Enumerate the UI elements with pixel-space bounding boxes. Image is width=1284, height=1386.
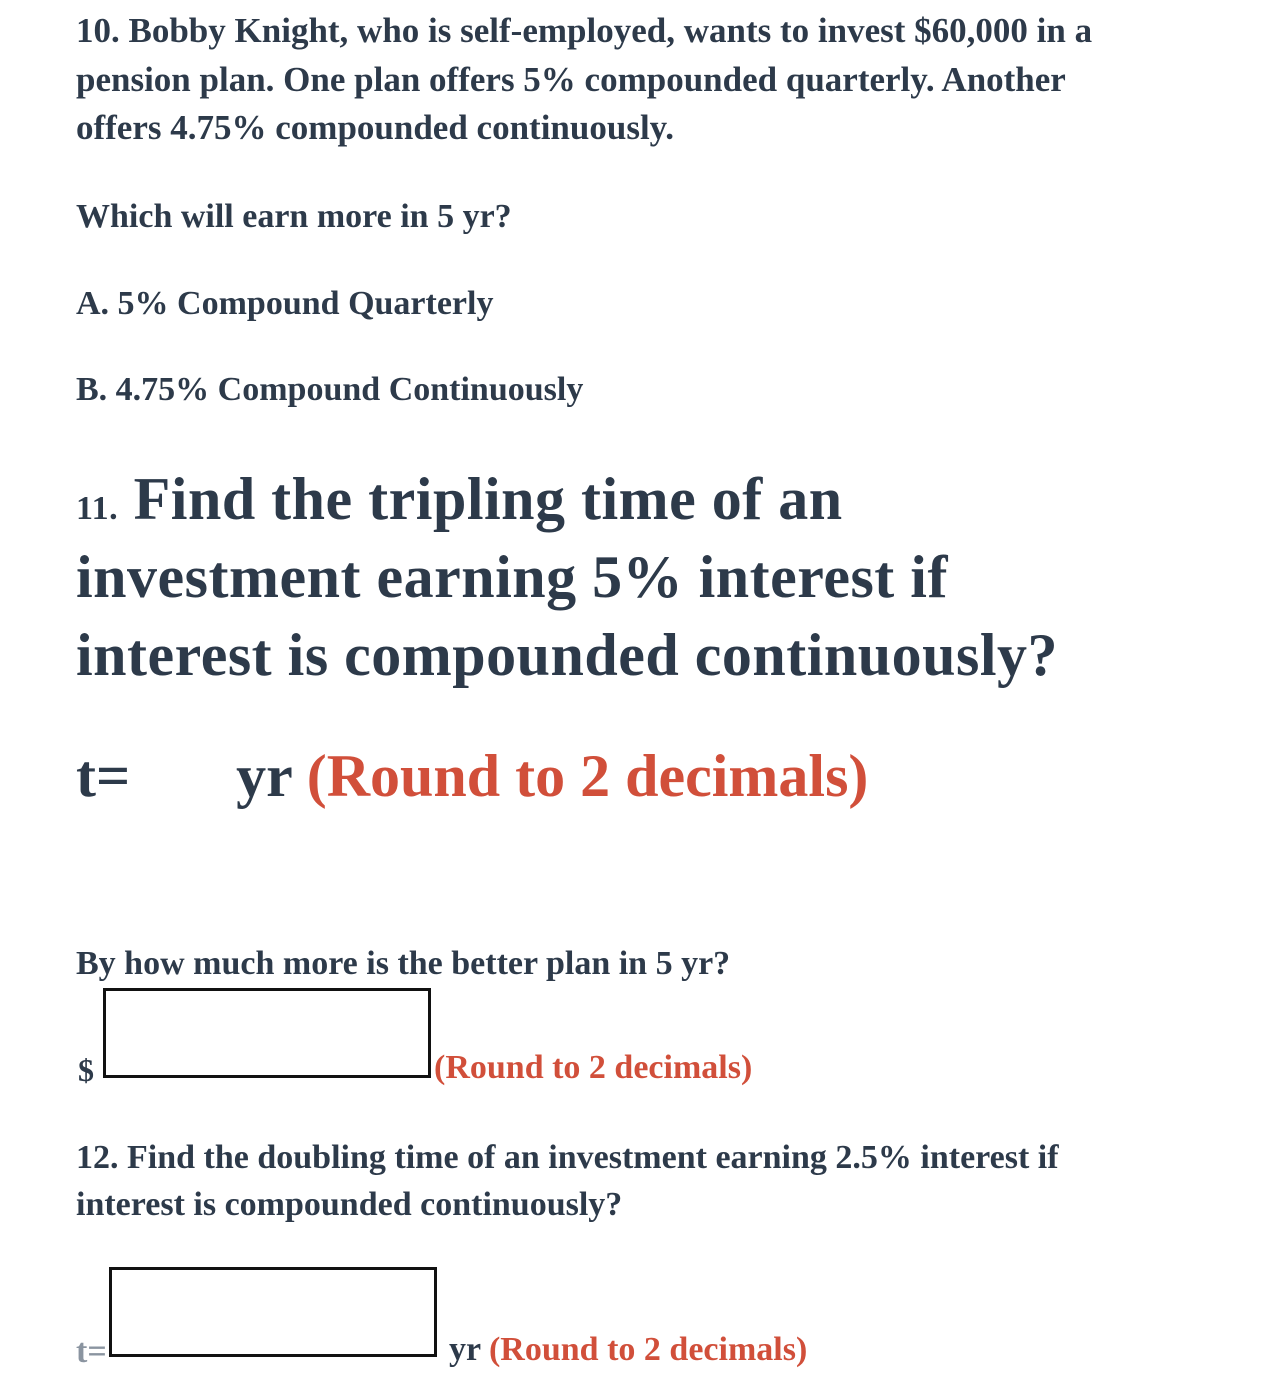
q11-hint: (Round to 2 decimals): [306, 743, 869, 809]
q12-unit: yr: [449, 1331, 481, 1368]
q12-t-label: t=: [76, 1333, 107, 1370]
q10-line-3: offers 4.75% compounded continuously.: [76, 108, 674, 147]
q11-unit: yr: [236, 743, 292, 809]
q10-line-1: 10. Bobby Knight, who is self-employed, wants to invest $60,000 in a: [76, 11, 1093, 50]
q12-time-input[interactable]: [109, 1267, 437, 1357]
q11-title-line-2: investment earning 5% interest if: [76, 544, 948, 610]
q11-title-line-3: interest is compounded continuously?: [76, 622, 1059, 688]
q10-followup-question: By how much more is the better plan in 5 yr?: [76, 945, 731, 982]
q12-line-2: interest is compounded continuously?: [76, 1186, 623, 1223]
q11-answer-row: [76, 738, 868, 814]
q10-hint: (Round to 2 decimals): [434, 1049, 753, 1086]
q10-option-b[interactable]: B. 4.75% Compound Continuously: [76, 371, 584, 408]
q10-amount-input[interactable]: [103, 988, 431, 1078]
q12-line-1: 12. Find the doubling time of an investment earning 2.5% interest if: [76, 1139, 1059, 1176]
q10-option-a[interactable]: A. 5% Compound Quarterly: [76, 285, 494, 322]
q12-hint: (Round to 2 decimals): [488, 1331, 808, 1368]
dollar-label: $: [78, 1052, 94, 1088]
q10-question: Which will earn more in 5 yr?: [76, 198, 512, 235]
q11-t-label: t=: [76, 743, 131, 809]
q11-title-line-1: [76, 460, 843, 548]
q12-answer-suffix: [449, 1328, 807, 1372]
q11-title-text-1: Find the tripling time of an: [133, 466, 843, 532]
q10-line-2: pension plan. One plan offers 5% compounded quarterly. Another: [76, 60, 1066, 99]
q11-number: 11.: [76, 490, 119, 527]
